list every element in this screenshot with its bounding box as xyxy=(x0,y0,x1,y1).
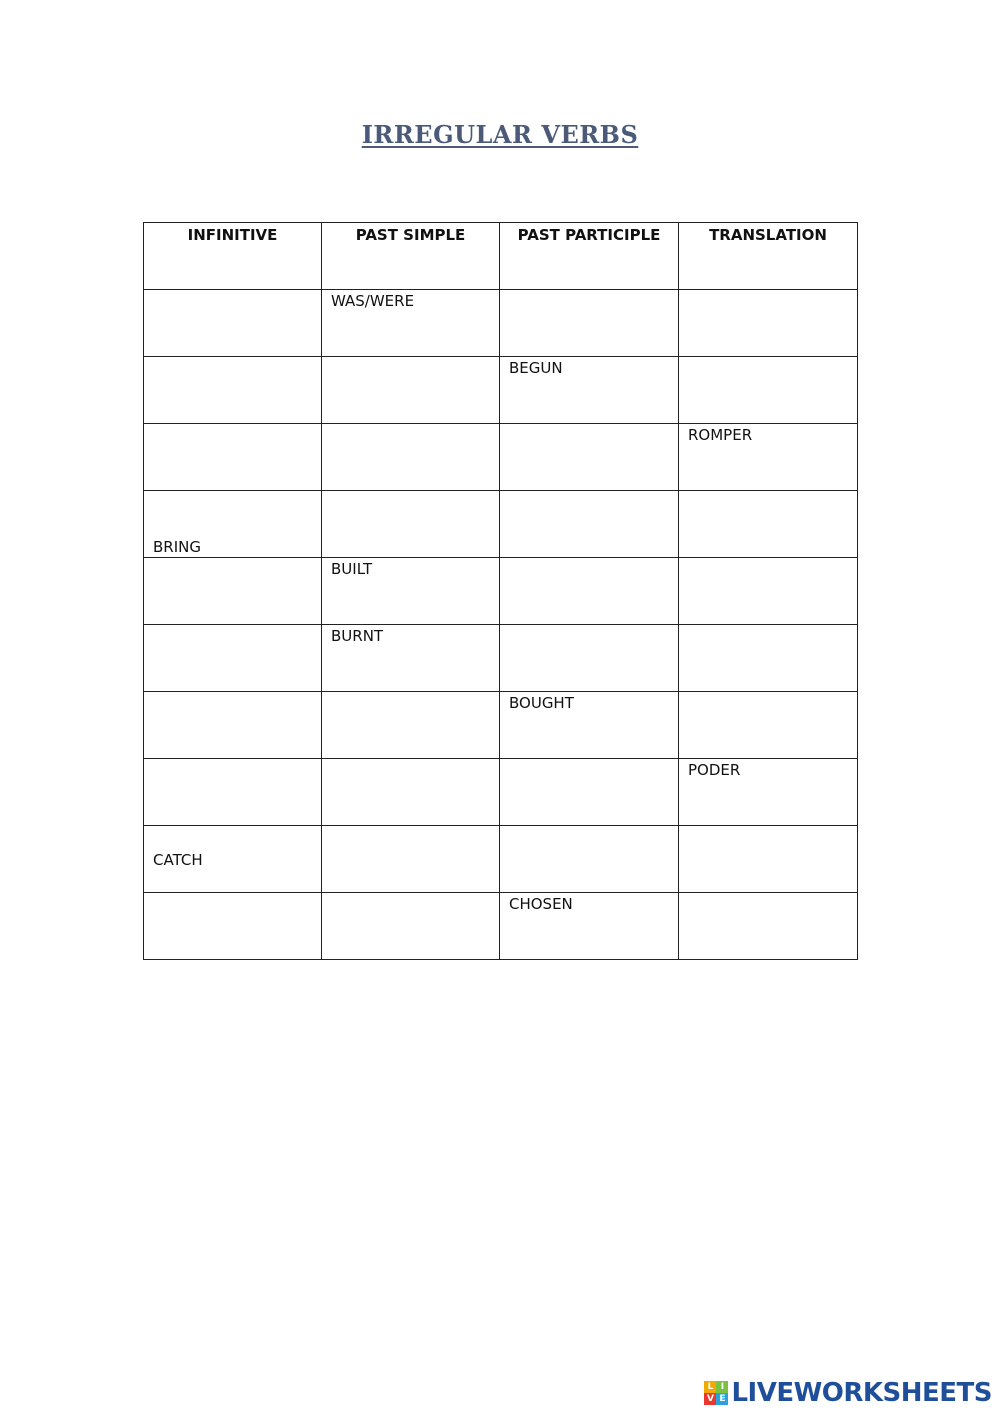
cell-infinitive[interactable] xyxy=(144,558,322,625)
cell-past-participle[interactable] xyxy=(500,558,679,625)
table-row xyxy=(144,290,858,357)
cell-past-participle[interactable] xyxy=(500,424,679,491)
cell-translation[interactable] xyxy=(679,692,858,759)
cell-past-simple[interactable] xyxy=(322,893,500,960)
brand-name: LIVEWORKSHEETS xyxy=(731,1378,992,1408)
cell-past-participle[interactable]: BOUGHT xyxy=(500,692,679,759)
table-row xyxy=(144,357,858,424)
cell-translation[interactable] xyxy=(679,826,858,893)
header-past-participle: PAST PARTICIPLE xyxy=(500,223,679,290)
logo-letter-e: E xyxy=(716,1393,728,1405)
cell-past-simple[interactable]: BURNT xyxy=(322,625,500,692)
irregular-verbs-table xyxy=(143,222,858,960)
cell-infinitive[interactable] xyxy=(144,290,322,357)
logo-letter-v: V xyxy=(704,1393,716,1405)
cell-past-participle[interactable] xyxy=(500,759,679,826)
cell-past-simple[interactable]: BUILT xyxy=(322,558,500,625)
liveworksheets-logo-icon xyxy=(704,1381,728,1405)
table-row xyxy=(144,692,858,759)
header-infinitive: INFINITIVE xyxy=(144,223,322,290)
cell-past-participle[interactable] xyxy=(500,290,679,357)
cell-past-participle[interactable]: CHOSEN xyxy=(500,893,679,960)
cell-infinitive[interactable] xyxy=(144,692,322,759)
cell-infinitive[interactable]: CATCH xyxy=(144,826,322,893)
table-row xyxy=(144,424,858,491)
logo-letter-i: I xyxy=(716,1381,728,1393)
cell-translation[interactable] xyxy=(679,357,858,424)
cell-past-simple[interactable] xyxy=(322,759,500,826)
cell-translation[interactable] xyxy=(679,290,858,357)
table-row xyxy=(144,893,858,960)
cell-translation[interactable] xyxy=(679,893,858,960)
table-row xyxy=(144,491,858,558)
page-title: IRREGULAR VERBS xyxy=(361,120,639,149)
cell-past-simple[interactable] xyxy=(322,357,500,424)
cell-past-participle[interactable] xyxy=(500,826,679,893)
cell-past-simple[interactable] xyxy=(322,491,500,558)
cell-infinitive[interactable] xyxy=(144,625,322,692)
table-row xyxy=(144,826,858,893)
cell-infinitive[interactable] xyxy=(144,759,322,826)
cell-past-simple[interactable] xyxy=(322,826,500,893)
cell-translation[interactable]: ROMPER xyxy=(679,424,858,491)
cell-past-simple[interactable] xyxy=(322,692,500,759)
cell-infinitive[interactable] xyxy=(144,893,322,960)
liveworksheets-brand xyxy=(704,1378,992,1408)
table-row xyxy=(144,558,858,625)
header-translation: TRANSLATION xyxy=(679,223,858,290)
cell-past-participle[interactable] xyxy=(500,625,679,692)
logo-letter-l: L xyxy=(704,1381,716,1393)
cell-translation[interactable] xyxy=(679,558,858,625)
cell-past-participle[interactable]: BEGUN xyxy=(500,357,679,424)
header-past-simple: PAST SIMPLE xyxy=(322,223,500,290)
cell-translation[interactable]: PODER xyxy=(679,759,858,826)
table-row xyxy=(144,625,858,692)
table-row xyxy=(144,759,858,826)
table-header-row xyxy=(144,223,858,290)
cell-past-simple[interactable]: WAS/WERE xyxy=(322,290,500,357)
cell-past-simple[interactable] xyxy=(322,424,500,491)
cell-infinitive[interactable] xyxy=(144,357,322,424)
cell-past-participle[interactable] xyxy=(500,491,679,558)
cell-infinitive[interactable] xyxy=(144,424,322,491)
cell-translation[interactable] xyxy=(679,491,858,558)
cell-translation[interactable] xyxy=(679,625,858,692)
cell-infinitive[interactable]: BRING xyxy=(144,491,322,558)
